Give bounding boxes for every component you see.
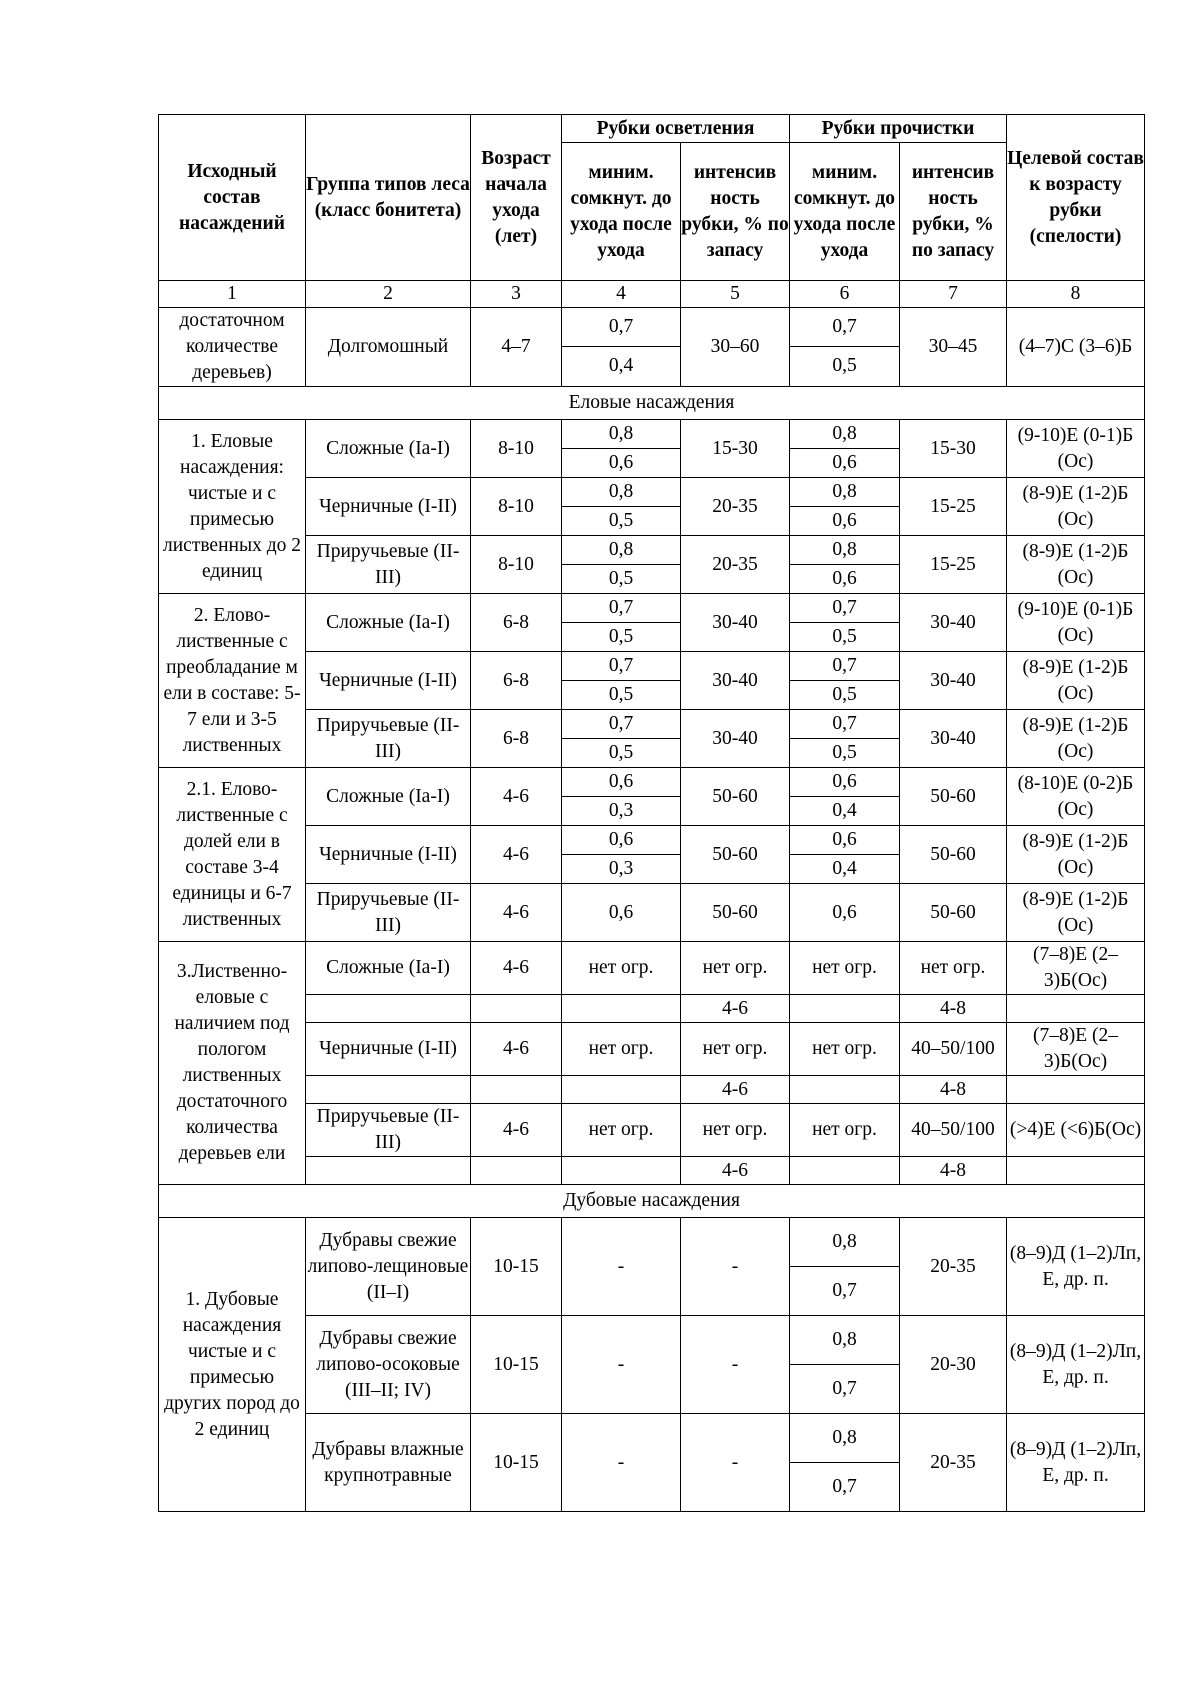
density-after: 0,5 (832, 355, 857, 376)
header-group-clean: Рубки прочистки (790, 115, 1007, 143)
density-before: 0,8 (790, 478, 899, 507)
forest-type-cell: Сложные (Ia-I) (306, 420, 471, 478)
light-int-cell: - (681, 1414, 790, 1512)
density-after: 0,5 (608, 626, 634, 647)
composition-cell: 2.1. Елово-лиственные с долей ели в составе 3-4 единицы и 6-7 лиственных (159, 768, 306, 942)
light-min-cell: нет огр. (562, 1023, 681, 1076)
col-number: 4 (562, 281, 681, 308)
clean-min-cell (790, 308, 900, 387)
density-after: 0,7 (832, 1476, 857, 1497)
density-before: 0,7 (790, 594, 899, 623)
age-cell: 4–7 (471, 308, 562, 387)
target-cell: (7–8)Е (2–3)Б(Ос) (1007, 942, 1145, 995)
header-target: Целевой состав к возрасту рубки (спелости) (1007, 115, 1145, 281)
density-after: 0,5 (832, 684, 857, 705)
density-after: 0,5 (608, 684, 634, 705)
light-min-cell (562, 478, 681, 536)
light-int-cell: 30-40 (681, 652, 790, 710)
composition-cell: 1. Еловые насаждения: чистые и с примесью лиственных до 2 единиц (159, 420, 306, 594)
light-min-cell (562, 826, 681, 884)
clean-int-cell: 40–50/100 (900, 1104, 1007, 1157)
age-cell: 4-6 (471, 942, 562, 995)
target-cell: (9-10)Е (0-1)Б (Ос) (1007, 594, 1145, 652)
empty-cell (471, 1076, 562, 1104)
clean-int-sub-cell: 4-8 (900, 1076, 1007, 1104)
density-after: 0,5 (832, 742, 857, 763)
light-min-cell: - (562, 1218, 681, 1316)
light-int-sub-cell: 4-6 (681, 1157, 790, 1185)
clean-min-cell (790, 1218, 900, 1316)
target-cell: (8–9)Д (1–2)Лп, Е, др. п. (1007, 1316, 1145, 1414)
density-before: 0,7 (562, 594, 680, 623)
empty-cell (306, 1157, 471, 1185)
clean-int-sub-cell: 4-8 (900, 995, 1007, 1023)
age-cell: 6-8 (471, 652, 562, 710)
clean-min-cell (790, 536, 900, 594)
target-cell: (8-10)Е (0-2)Б (Ос) (1007, 768, 1145, 826)
empty-cell (306, 995, 471, 1023)
clean-min-cell: нет огр. (790, 942, 900, 995)
empty-cell (1007, 1076, 1145, 1104)
density-before: 0,8 (790, 1316, 899, 1365)
age-cell: 4-6 (471, 768, 562, 826)
clean-int-cell: 30-40 (900, 594, 1007, 652)
age-cell: 10-15 (471, 1414, 562, 1512)
forest-type-cell: Приручьевые (II-III) (306, 710, 471, 768)
document-page (158, 114, 1144, 1512)
clean-min-cell (790, 594, 900, 652)
clean-min-cell (790, 826, 900, 884)
forest-type-cell: Дубравы влажные крупнотравные (306, 1414, 471, 1512)
header-group-light: Рубки осветления (562, 115, 790, 143)
light-int-cell: 30–60 (681, 308, 790, 387)
density-before: 0,8 (562, 478, 680, 507)
light-int-cell: нет огр. (681, 1104, 790, 1157)
light-int-cell: 30-40 (681, 594, 790, 652)
density-after: 0,6 (832, 452, 857, 473)
density-after: 0,6 (832, 568, 857, 589)
composition-cell: 1. Дубовые насаждения чистые и с примесью других пород до 2 единиц (159, 1218, 306, 1512)
light-int-cell: нет огр. (681, 942, 790, 995)
clean-int-cell: 30-40 (900, 710, 1007, 768)
density-after: 0,7 (832, 1378, 857, 1399)
clean-int-cell: 20-30 (900, 1316, 1007, 1414)
forest-type-cell: Сложные (Ia-I) (306, 594, 471, 652)
age-cell: 10-15 (471, 1316, 562, 1414)
light-min-cell: - (562, 1316, 681, 1414)
density-after: 0,5 (832, 626, 857, 647)
clean-min-cell (790, 710, 900, 768)
empty-cell (790, 1076, 900, 1104)
light-int-cell: 15-30 (681, 420, 790, 478)
col-number: 8 (1007, 281, 1145, 308)
light-min-cell: нет огр. (562, 942, 681, 995)
clean-int-cell: 50-60 (900, 884, 1007, 942)
density-after: 0,5 (608, 742, 634, 763)
forest-type-cell: Приручьевые (II-III) (306, 1104, 471, 1157)
empty-cell (562, 1157, 681, 1185)
forest-type-cell: Сложные (Ia-I) (306, 768, 471, 826)
clean-min-cell (790, 768, 900, 826)
header-light-min: миним. сомкнут. до ухода после ухода (562, 143, 681, 281)
light-int-cell: 20-35 (681, 478, 790, 536)
clean-min-cell: нет огр. (790, 1023, 900, 1076)
target-cell: (8-9)Е (1-2)Б (Ос) (1007, 884, 1145, 942)
age-cell: 8-10 (471, 536, 562, 594)
light-int-cell: 20-35 (681, 536, 790, 594)
clean-min-cell (790, 478, 900, 536)
light-int-cell: нет огр. (681, 1023, 790, 1076)
light-int-cell: 50-60 (681, 826, 790, 884)
density-after: 0,7 (832, 1280, 857, 1301)
density-before: 0,7 (790, 652, 899, 681)
target-cell: (8–9)Д (1–2)Лп, Е, др. п. (1007, 1414, 1145, 1512)
empty-cell (471, 1157, 562, 1185)
target-cell: (8-9)Е (1-2)Б (Ос) (1007, 710, 1145, 768)
header-clean-min: миним. сомкнут. до ухода после ухода (790, 143, 900, 281)
age-cell: 4-6 (471, 826, 562, 884)
light-int-cell: 50-60 (681, 884, 790, 942)
target-cell: (8-9)Е (1-2)Б (Ос) (1007, 536, 1145, 594)
density-before: 0,8 (562, 420, 680, 449)
density-before: 0,7 (790, 710, 899, 739)
empty-cell (790, 995, 900, 1023)
light-min-cell (562, 710, 681, 768)
density-after: 0,6 (832, 510, 857, 531)
forest-care-table (158, 114, 1145, 1512)
empty-cell (1007, 995, 1145, 1023)
density-before: 0,6 (790, 826, 899, 855)
light-int-cell: - (681, 1316, 790, 1414)
target-cell: (8-9)Е (1-2)Б (Ос) (1007, 478, 1145, 536)
forest-type-cell: Долгомошный (306, 308, 471, 387)
clean-min-cell (790, 652, 900, 710)
density-before: 0,8 (790, 1414, 899, 1463)
forest-type-cell: Приручьевые (II-III) (306, 536, 471, 594)
age-cell: 8-10 (471, 478, 562, 536)
col-number: 7 (900, 281, 1007, 308)
density-after: 0,6 (608, 452, 634, 473)
col-number: 6 (790, 281, 900, 308)
density-after: 0,3 (608, 858, 634, 879)
light-int-sub-cell: 4-6 (681, 1076, 790, 1104)
clean-int-cell: 15-30 (900, 420, 1007, 478)
density-after: 0,4 (832, 800, 857, 821)
age-cell: 4-6 (471, 1023, 562, 1076)
target-cell: (8-9)Е (1-2)Б (Ос) (1007, 826, 1145, 884)
light-min-cell (562, 308, 681, 387)
light-min-cell: 0,6 (562, 884, 681, 942)
col-number: 3 (471, 281, 562, 308)
density-before: 0,8 (562, 536, 680, 565)
density-before: 0,7 (790, 309, 899, 347)
density-before: 0,6 (562, 826, 680, 855)
light-min-cell (562, 420, 681, 478)
light-int-cell: 50-60 (681, 768, 790, 826)
forest-type-cell: Черничные (I-II) (306, 1023, 471, 1076)
composition-cell: достаточном количестве деревьев) (159, 308, 306, 387)
empty-cell (562, 995, 681, 1023)
density-before: 0,7 (562, 309, 680, 347)
empty-cell (471, 995, 562, 1023)
composition-cell: 2. Елово-лиственные с преобладание м ели в составе: 5-7 ели и 3-5 лиственных (159, 594, 306, 768)
clean-int-cell: 30–45 (900, 308, 1007, 387)
age-cell: 6-8 (471, 710, 562, 768)
col-number: 2 (306, 281, 471, 308)
density-after: 0,4 (832, 858, 857, 879)
clean-min-cell: нет огр. (790, 1104, 900, 1157)
age-cell: 10-15 (471, 1218, 562, 1316)
forest-type-cell: Дубравы свежие липово-осоковые (III–II; IV) (306, 1316, 471, 1414)
light-min-cell (562, 652, 681, 710)
light-min-cell: нет огр. (562, 1104, 681, 1157)
age-cell: 8-10 (471, 420, 562, 478)
clean-int-sub-cell: 4-8 (900, 1157, 1007, 1185)
col-number: 5 (681, 281, 790, 308)
density-before: 0,8 (790, 1218, 899, 1267)
light-min-cell (562, 768, 681, 826)
age-cell: 4-6 (471, 1104, 562, 1157)
clean-min-cell (790, 420, 900, 478)
forest-type-cell: Черничные (I-II) (306, 826, 471, 884)
light-int-cell: - (681, 1218, 790, 1316)
empty-cell (562, 1076, 681, 1104)
light-min-cell: - (562, 1414, 681, 1512)
density-before: 0,7 (562, 710, 680, 739)
target-cell: (>4)Е (<6)Б(Ос) (1007, 1104, 1145, 1157)
target-cell: (9-10)Е (0-1)Б (Ос) (1007, 420, 1145, 478)
age-cell: 6-8 (471, 594, 562, 652)
clean-int-cell: нет огр. (900, 942, 1007, 995)
density-after: 0,5 (608, 568, 634, 589)
empty-cell (1007, 1157, 1145, 1185)
forest-type-cell: Приручьевые (II-III) (306, 884, 471, 942)
clean-int-cell: 30-40 (900, 652, 1007, 710)
section-title: Еловые насаждения (159, 387, 1145, 420)
composition-cell: 3.Лиственно-еловые с наличием под пологом лиственных достаточного количества деревьев ели (159, 942, 306, 1185)
light-int-sub-cell: 4-6 (681, 995, 790, 1023)
density-before: 0,7 (562, 652, 680, 681)
forest-type-cell: Дубравы свежие липово-лещиновые (II–I) (306, 1218, 471, 1316)
forest-type-cell: Черничные (I-II) (306, 652, 471, 710)
density-before: 0,6 (790, 768, 899, 797)
empty-cell (306, 1076, 471, 1104)
clean-min-cell (790, 1414, 900, 1512)
target-cell: (8-9)Е (1-2)Б (Ос) (1007, 652, 1145, 710)
target-cell: (7–8)Е (2–3)Б(Ос) (1007, 1023, 1145, 1076)
col-number: 1 (159, 281, 306, 308)
density-after: 0,5 (608, 510, 634, 531)
density-after: 0,4 (608, 355, 634, 376)
header-light-int: интенсив ность рубки, % по запасу (681, 143, 790, 281)
header-clean-int: интенсив ность рубки, % по запасу (900, 143, 1007, 281)
forest-type-cell: Черничные (I-II) (306, 478, 471, 536)
density-after: 0,3 (608, 800, 634, 821)
target-cell: (4–7)С (3–6)Б (1007, 308, 1145, 387)
clean-int-cell: 40–50/100 (900, 1023, 1007, 1076)
target-cell: (8–9)Д (1–2)Лп, Е, др. п. (1007, 1218, 1145, 1316)
header-forest-type: Группа типов леса (класс бонитета) (306, 115, 471, 281)
density-before: 0,8 (790, 536, 899, 565)
light-min-cell (562, 536, 681, 594)
forest-type-cell: Сложные (Ia-I) (306, 942, 471, 995)
age-cell: 4-6 (471, 884, 562, 942)
empty-cell (790, 1157, 900, 1185)
header-composition: Исходный состав насаждений (159, 115, 306, 281)
density-before: 0,8 (790, 420, 899, 449)
section-title: Дубовые насаждения (159, 1185, 1145, 1218)
clean-min-cell: 0,6 (790, 884, 900, 942)
clean-min-cell (790, 1316, 900, 1414)
clean-int-cell: 15-25 (900, 536, 1007, 594)
clean-int-cell: 20-35 (900, 1218, 1007, 1316)
clean-int-cell: 20-35 (900, 1414, 1007, 1512)
light-int-cell: 30-40 (681, 710, 790, 768)
light-min-cell (562, 594, 681, 652)
header-age: Возраст начала ухода (лет) (471, 115, 562, 281)
clean-int-cell: 15-25 (900, 478, 1007, 536)
clean-int-cell: 50-60 (900, 768, 1007, 826)
density-before: 0,6 (562, 768, 680, 797)
clean-int-cell: 50-60 (900, 826, 1007, 884)
